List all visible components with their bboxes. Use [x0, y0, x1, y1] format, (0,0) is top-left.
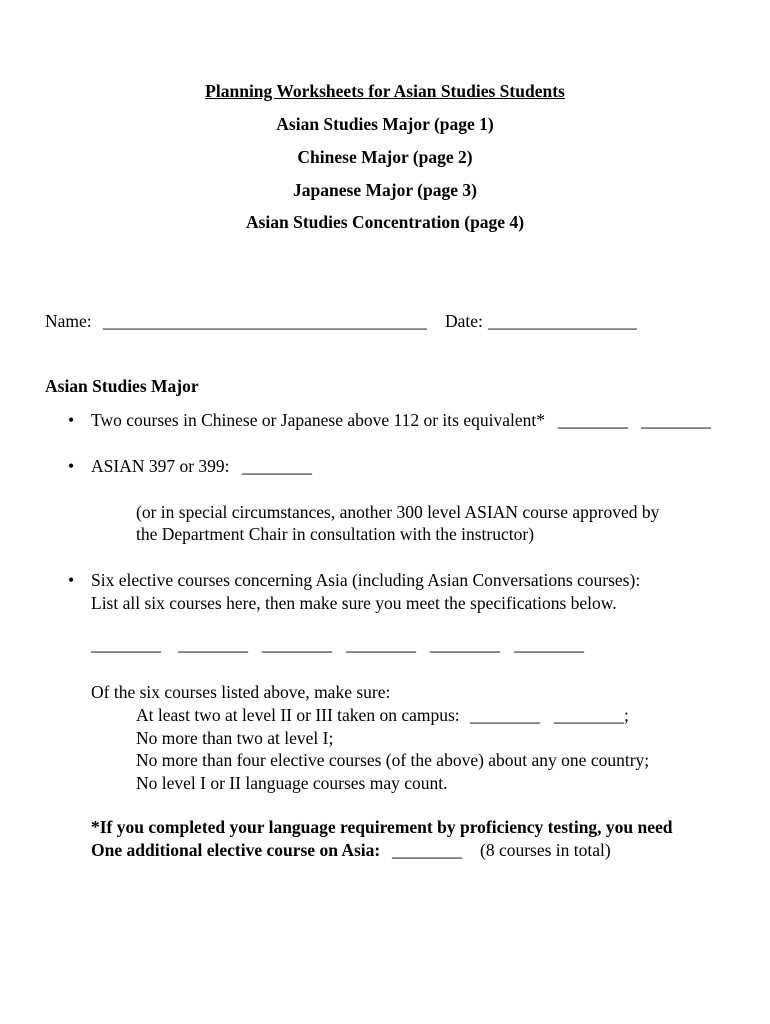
section-heading: Asian Studies Major [45, 376, 199, 396]
campus-rule-text: At least two at level II or III taken on campus: [136, 705, 460, 725]
elective-blank-2[interactable]: ________ [178, 634, 248, 654]
contents-item-concentration: Asian Studies Concentration (page 4) [245, 212, 525, 232]
name-label: Name: [45, 311, 92, 331]
language-requirement-text: Two courses in Chinese or Japanese above 112 or its equivalent* [91, 410, 545, 430]
footnote-line-2: One additional elective course on Asia: [91, 840, 381, 860]
bullet-icon: • [68, 456, 75, 476]
additional-elective-blank[interactable]: ________ [392, 840, 462, 860]
elective-rules-intro: Of the six courses listed above, make sure: [91, 682, 391, 702]
language-course-blank-1[interactable]: ________ [558, 410, 628, 430]
elective-rule-level-one: No more than two at level I; [136, 728, 334, 748]
elective-rule-country: No more than four elective courses (of the above) about any one country; [136, 750, 650, 770]
total-courses-note: (8 courses in total) [480, 840, 611, 860]
contents-item-chinese: Chinese Major (page 2) [297, 147, 473, 167]
elective-blank-5[interactable]: ________ [430, 634, 500, 654]
elective-blank-6[interactable]: ________ [514, 634, 584, 654]
campus-course-blank-2[interactable]: ________ [554, 705, 624, 725]
campus-rule-end: ; [624, 705, 629, 725]
document-title: Planning Worksheets for Asian Studies Students [205, 81, 565, 101]
language-course-blank-2[interactable]: ________ [641, 410, 711, 430]
capstone-blank[interactable]: ________ [242, 456, 312, 476]
elective-blank-4[interactable]: ________ [346, 634, 416, 654]
date-blank[interactable]: _________________ [488, 311, 637, 331]
name-blank[interactable]: _____________________________________ [103, 311, 427, 331]
elective-rule-language: No level I or II language courses may count. [136, 773, 448, 793]
elective-blank-3[interactable]: ________ [262, 634, 332, 654]
bullet-icon: • [68, 570, 75, 590]
date-label: Date: [445, 311, 483, 331]
capstone-note-line-1: (or in special circumstances, another 300 level ASIAN course approved by [136, 502, 660, 522]
footnote-line-1: *If you completed your language requirement by proficiency testing, you need [91, 817, 673, 837]
contents-item-major: Asian Studies Major (page 1) [276, 114, 494, 134]
electives-line-2: List all six courses here, then make sure you meet the specifications below. [91, 593, 617, 613]
elective-blank-1[interactable]: ________ [91, 634, 161, 654]
electives-line-1: Six elective courses concerning Asia (including Asian Conversations courses): [91, 570, 641, 590]
capstone-text: ASIAN 397 or 399: [91, 456, 230, 476]
contents-item-japanese: Japanese Major (page 3) [293, 180, 477, 200]
capstone-note-line-2: the Department Chair in consultation with the instructor) [136, 524, 535, 544]
campus-course-blank-1[interactable]: ________ [470, 705, 540, 725]
bullet-icon: • [68, 410, 75, 430]
